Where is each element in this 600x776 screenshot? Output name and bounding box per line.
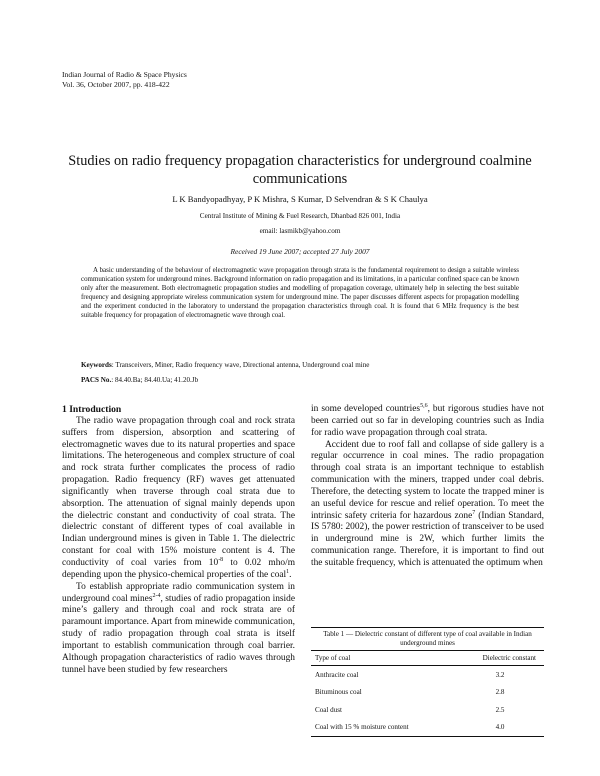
table-cell-value: 4.0	[495, 723, 505, 732]
paper-title: Studies on radio frequency propagation characteristics for underground coalmine communications	[68, 153, 532, 187]
intro-paragraph-2: To establish appropriate radio communication system in underground coal mines$^{2-4}$, studies of radio propagation inside mine’s gallery and through coal and rock strata are of paramount importance. Apart from minewide communication, study of radio propagation through coal strata is itself important to establish communication through coal barrier. Although propagation characteristics of radio waves through tunnel have been studied by few researchers	[62, 581, 296, 675]
keywords	[81, 361, 519, 369]
table-cell-type: Coal dust	[315, 705, 342, 714]
intro-paragraph-4: Accident due to roof fall and collapse of side gallery is a regular occurrence in coal mines. The radio propagation through coal strata is an important technique to establish communication with the miners, trapped under coal debris. Therefore, the detecting system to locate the trapped miner is an useful device for rescue and relief operation. To meet the intrinsic safety criteria for hazardous zone$^7$ (Indian Standard, IS 5780: 2002), the power restriction of transceiver to be used in underground mine is 2W, which further limits the communication range. Therefore, it is important to find out the suitable frequency, which is attenuated the optimum when	[311, 439, 544, 568]
pacs	[81, 376, 519, 384]
journal-name: Indian Journal of Radio & Space Physics	[62, 70, 187, 79]
table-cell-type: Anthracite coal	[315, 670, 359, 679]
dielectric-table	[311, 627, 544, 737]
journal-info	[62, 70, 187, 90]
table-col-type: Type of coal	[315, 654, 351, 662]
intro-paragraph-3: in some developed countries$^{5,6}$, but rigorous studies have not been carried out so far in developing countries such as India for radio wave propagation through coal strata.	[311, 402, 544, 438]
table-row	[311, 719, 544, 738]
table-col-dielectric: Dielectric constant	[482, 654, 536, 662]
table-cell-type: Bituminous coal	[315, 688, 362, 697]
section-heading: 1 Introduction	[62, 404, 122, 415]
right-column	[311, 404, 544, 570]
journal-volume: Vol. 36, October 2007, pp. 418-422	[62, 80, 170, 89]
affiliation: Central Institute of Mining & Fuel Research, Dhanbad 826 001, India	[199, 212, 401, 220]
pacs-label: PACS No.	[81, 376, 112, 384]
table-row	[311, 666, 544, 684]
table-header	[311, 650, 544, 666]
received-dates: Received 19 June 2007; accepted 27 July 2007	[230, 247, 370, 256]
table-cell-value: 2.8	[495, 688, 505, 697]
keywords-text: : Transceivers, Miner, Radio frequency wave, Directional antenna, Underground coal mine	[111, 361, 370, 369]
left-column	[62, 404, 295, 676]
intro-paragraph-1: The radio wave propagation through coal and rock strata suffers from dispersion, absorption and scattering of electromagnetic waves due to its natural properties and space limitations. The heterogeneous and complex structure of coal and rock strata further complicates the process of radio propagation. Radio frequency (RF) waves get attenuated significantly when traverse through coal strata due to absorption. The attenuation of signal mainly depends upon the dielectric constant and conductivity of coal strata. The dielectric constant of different types of coal available in Indian underground mines is given in Table 1. The dielectric constant for coal with 15% moisture content is 4. The conductivity of coal varies from $10^{-8}$ to 0.02 mho/m depending upon the physico-chemical properties of the coal$^1$.	[62, 415, 295, 580]
abstract: A basic understanding of the behaviour of electromagnetic wave propagation through strata is the fundamental requirement to design a suitable wireless communication system for underground mines. Background information on radio propagation and its limitations, in a particular confined space can be known only after the measurement. Both electromagnetic propagation studies and modelling of propagation coverage, ultimately help in selecting the best suitable frequency and designing appropriate wireless communication system for underground mine. The paper discusses different aspects for propagation modelling and the experiment conducted in the laboratory to understand the propagation characteristics through coal. It is found that 6 MHz frequency is the best suitable frequency for propagation of electromagnetic wave through coal.	[81, 266, 519, 320]
table-cell-value: 3.2	[495, 670, 505, 679]
authors: L K Bandyopadhyay, P K Mishra, S Kumar, D Selvendran & S K Chaulya	[172, 194, 428, 204]
pacs-text: : 84.40.Ba; 84.40.Ua; 41.20.Jb	[111, 376, 199, 384]
keywords-label: Keywords	[81, 361, 112, 369]
email: email: lasmikb@yahoo.com	[259, 227, 341, 235]
table-cell-type: Coal with 15 % moisture content	[315, 723, 409, 732]
table-row	[311, 684, 544, 702]
table-cell-value: 2.5	[495, 705, 505, 714]
table-caption: Table 1 — Dielectric constant of different type of coal available in Indian underground mines	[311, 627, 544, 650]
table-row	[311, 701, 544, 719]
